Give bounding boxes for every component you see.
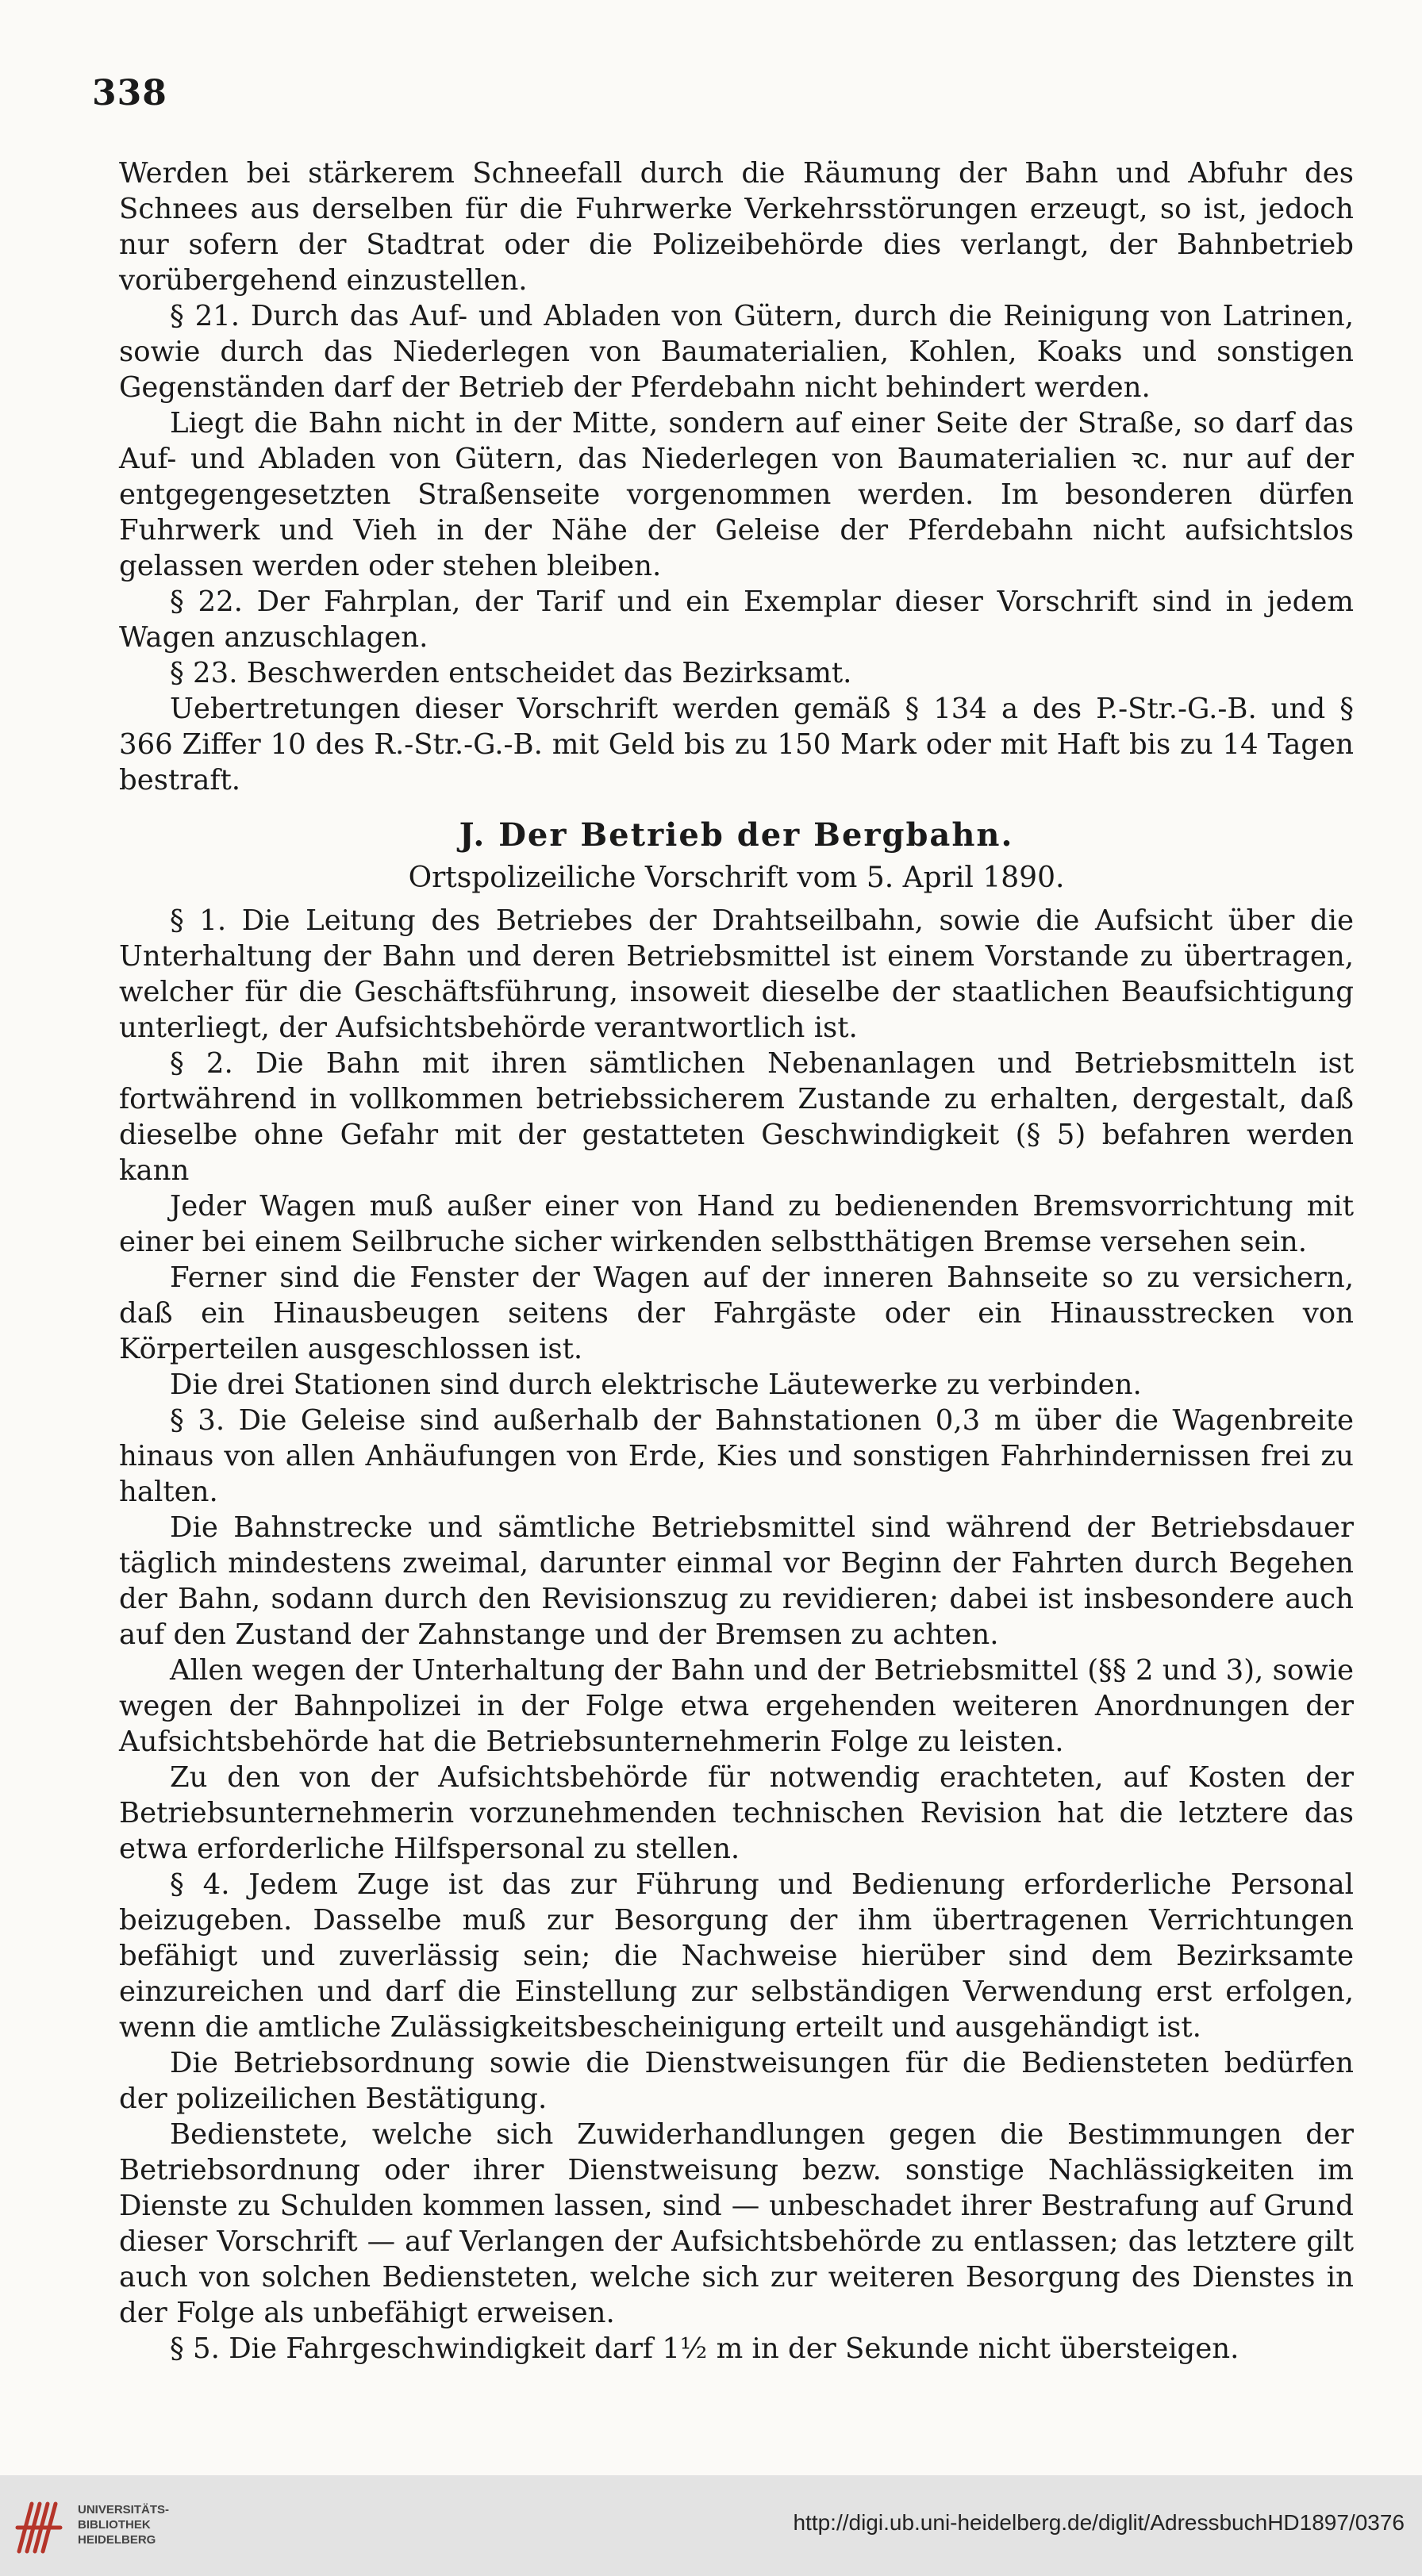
library-name: [78, 2502, 169, 2547]
paragraph: § 1. Die Leitung des Betriebes der Drahtseilbahn, sowie die Aufsicht über die Unterhaltung der Bahn und deren Betriebsmittel ist einem Vorstande zu übertragen, welcher für die Geschäftsführung, insoweit dieselbe der staatlichen Beaufsichtigung unterliegt, der Aufsichtsbehörde verantwortlich ist.: [119, 904, 1354, 1044]
paragraph: Zu den von der Aufsichtsbehörde für notwendig erachteten, auf Kosten der Betriebsunternehmerin vorzunehmenden technischen Revision hat die letztere das etwa erforderliche Hilfspersonal zu stellen.: [119, 1761, 1354, 1865]
section-subtitle: Ortspolizeiliche Vorschrift vom 5. April 1890.: [408, 862, 1065, 894]
paragraph: Uebertretungen dieser Vorschrift werden gemäß § 134 a des P.-Str.-G.-B. und § 366 Ziffer 10 des R.-Str.-G.-B. mit Geld bis zu 150 Mark oder mit Haft bis zu 14 Tagen bestraft.: [119, 693, 1354, 797]
paragraph: § 21. Durch das Auf- und Abladen von Gütern, durch die Reinigung von Latrinen, sowie durch das Niederlegen von Baumaterialien, Kohlen, Koaks und sonstigen Gegenständen darf der Betrieb der Pferdebahn nicht behindert werden.: [119, 300, 1354, 404]
paragraph: Die Bahnstrecke und sämtliche Betriebsmittel sind während der Betriebsdauer täglich mindestens zweimal, darunter einmal vor Beginn der Fahrten durch Begehen der Bahn, sodann durch den Revisionszug zu revidieren; dabei ist insbesondere auch auf den Zustand der Zahnstange und der Bremsen zu achten.: [119, 1511, 1354, 1651]
text-column: [119, 155, 1354, 2367]
paragraph: § 22. Der Fahrplan, der Tarif und ein Exemplar dieser Vorschrift sind in jedem Wagen anzuschlagen.: [119, 585, 1354, 654]
paragraph: Die drei Stationen sind durch elektrische Läutewerke zu verbinden.: [170, 1369, 1142, 1401]
paragraph: § 4. Jedem Zuge ist das zur Führung und Bedienung erforderliche Personal beizugeben. Dasselbe muß zur Besorgung der ihm übertragenen Verrichtungen befähigt und zuverlässig sein; die Nachweise hierüber sind dem Bezirksamte einzureichen und darf die Einstellung zur selbständigen Verwendung erst erfolgen, wenn die amtliche Zulässigkeitsbescheinigung erteilt und ausgehändigt ist.: [119, 1868, 1354, 2044]
library-name-line: HEIDELBERG: [78, 2533, 156, 2547]
paragraph: Ferner sind die Fenster der Wagen auf der inneren Bahnseite so zu versichern, daß ein Hinausbeugen seitens der Fahrgäste oder ein Hinausstrecken von Körperteilen ausgeschlossen ist.: [119, 1261, 1354, 1365]
paragraph: Allen wegen der Unterhaltung der Bahn und der Betriebsmittel (§§ 2 und 3), sowie wegen der Bahnpolizei in der Folge etwa ergehenden weiteren Anordnungen der Aufsichtsbehörde hat die Betriebsunternehmerin Folge zu leisten.: [119, 1654, 1354, 1758]
paragraph: Jeder Wagen muß außer einer von Hand zu bedienenden Bremsvorrichtung mit einer bei einem Seilbruche sicher wirkenden selbstthätigen Bremse versehen sein.: [119, 1190, 1354, 1258]
paragraph: § 23. Beschwerden entscheidet das Bezirksamt.: [170, 657, 852, 689]
source-url-link[interactable]: http://digi.ub.uni-heidelberg.de/diglit/AdressbuchHD1897/0376: [793, 2510, 1405, 2535]
library-name-line: UNIVERSITÄTS-: [78, 2503, 170, 2516]
paragraph: Liegt die Bahn nicht in der Mitte, sondern auf einer Seite der Straße, so darf das Auf- und Abladen von Gütern, das Niederlegen von Baumaterialien ꝛc. nur auf der entgegengesetzten Straßenseite vorgenommen werden. Im besonderen dürfen Fuhrwerk und Vieh in der Nähe der Geleise der Pferdebahn nicht aufsichtslos gelassen werden oder stehen bleiben.: [119, 407, 1354, 582]
paragraph: § 3. Die Geleise sind außerhalb der Bahnstationen 0,3 m über die Wagenbreite hinaus von allen Anhäufungen von Erde, Kies und sonstigen Fahrhindernissen frei zu halten.: [119, 1404, 1354, 1508]
section-title: J. Der Betrieb der Bergbahn.: [459, 816, 1014, 854]
page-number: 338: [92, 73, 167, 113]
library-name-line: BIBLIOTHEK: [78, 2518, 151, 2532]
paragraph: Werden bei stärkerem Schneefall durch die Räumung der Bahn und Abfuhr des Schnees aus derselben für die Fuhrwerke Verkehrsstörungen erzeugt, so ist, jedoch nur sofern der Stadtrat oder die Polizeibehörde dies verlangt, der Bahnbetrieb vorübergehend einzustellen.: [119, 157, 1354, 297]
paragraph: Bedienstete, welche sich Zuwiderhandlungen gegen die Bestimmungen der Betriebsordnung oder ihrer Dienstweisung bezw. sonstige Nachlässigkeiten im Dienste zu Schulden kommen lassen, sind — unbeschadet ihrer Bestrafung auf Grund dieser Vorschrift — auf Verlangen der Aufsichtsbehörde zu entlassen; das letztere gilt auch von solchen Bediensteten, welche sich zur weiteren Besorgung des Dienstes in der Folge als unbefähigt erweisen.: [119, 2118, 1354, 2329]
paragraph: Die Betriebsordnung sowie die Dienstweisungen für die Bediensteten bedürfen der polizeilichen Bestätigung.: [119, 2047, 1354, 2115]
paragraph: § 2. Die Bahn mit ihren sämtlichen Nebenanlagen und Betriebsmitteln ist fortwährend in vollkommen betriebssicherem Zustande zu erhalten, dergestalt, daß dieselbe ohne Gefahr mit der gestatteten Geschwindigkeit (§ 5) befahren werden kann: [119, 1047, 1354, 1187]
footer-bar: [0, 2475, 1422, 2576]
university-library-logo-icon: [14, 2496, 63, 2558]
paragraph: § 5. Die Fahrgeschwindigkeit darf 1½ m in der Sekunde nicht übersteigen.: [170, 2332, 1239, 2365]
